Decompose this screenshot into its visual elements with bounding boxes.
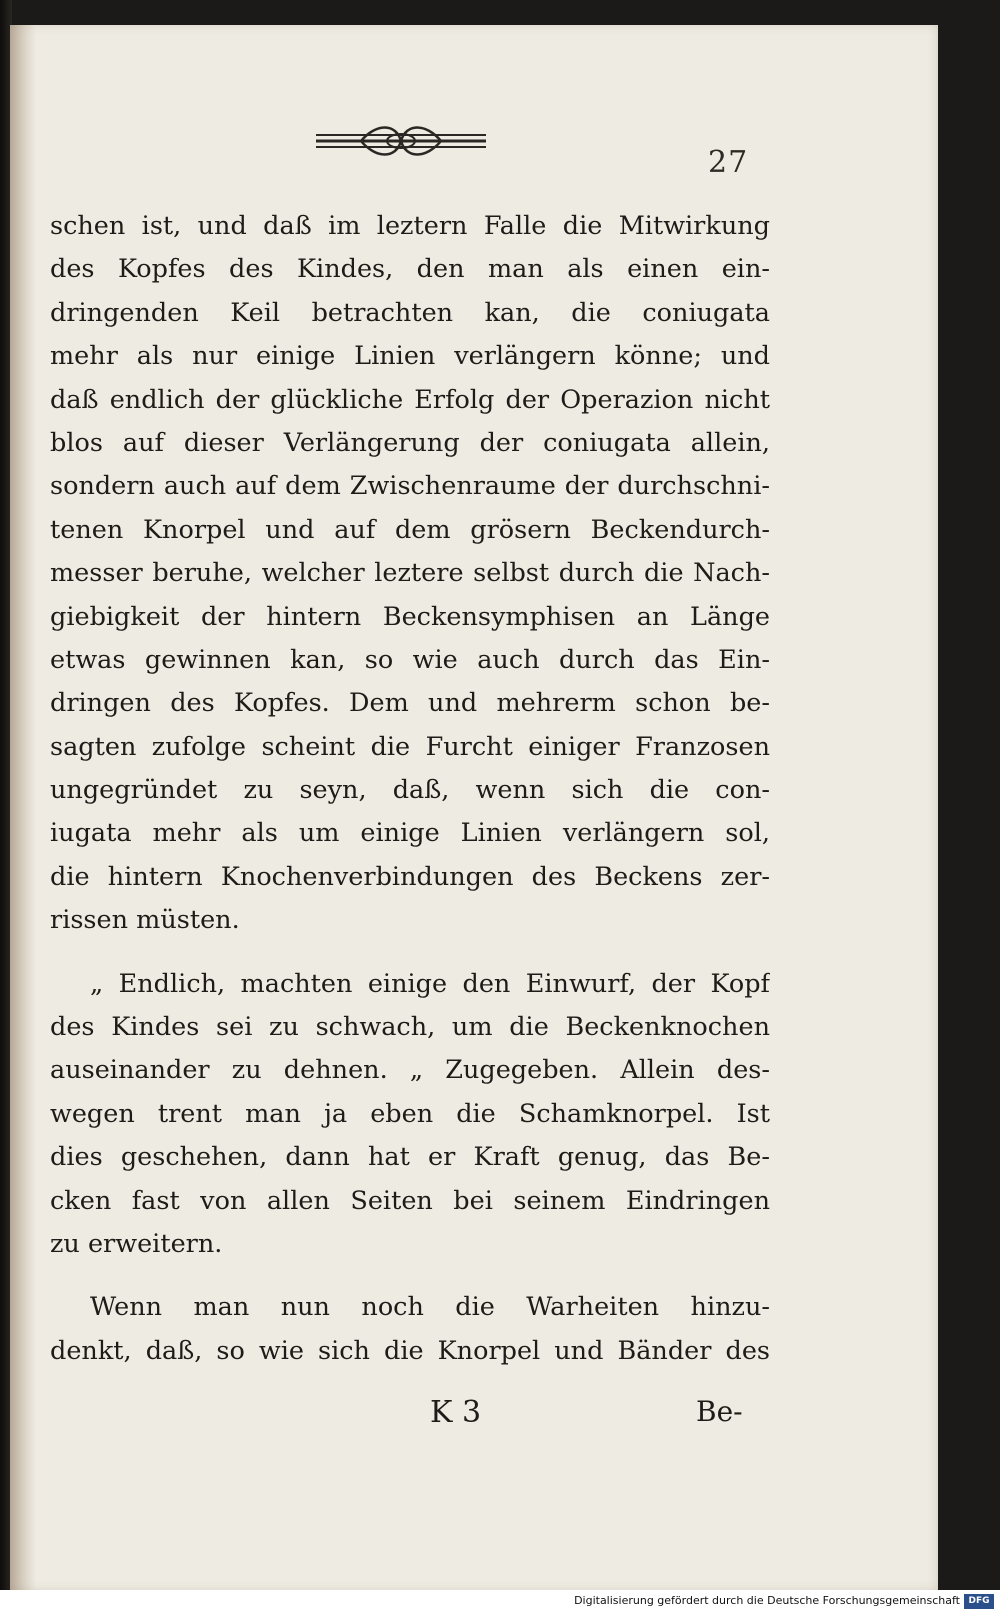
text-line: giebigkeit der hintern Beckensymphisen an Länge — [50, 601, 770, 632]
paragraph-gap — [50, 1266, 770, 1286]
page-number: 27 — [708, 145, 749, 180]
text-line: ungegründet zu seyn, daß, wenn sich die con- — [50, 775, 770, 806]
signature-mark: K 3 — [430, 1395, 482, 1430]
text-line: auseinander zu dehnen. „ Zugegeben. Allein des- — [50, 1055, 770, 1086]
text-line: cken fast von allen Seiten bei seinem Eindringen — [50, 1185, 770, 1216]
text-line: rissen müsten. — [50, 905, 240, 936]
text-line: dringenden Keil betrachten kan, die coniugata — [50, 297, 770, 328]
page-edge-stain — [10, 25, 36, 1590]
decorative-knot-rule-icon — [316, 121, 486, 161]
catchword: Be- — [696, 1395, 743, 1428]
digitization-footer — [0, 1590, 1000, 1614]
text-line: daß endlich der glückliche Erfolg der Operazion nicht — [50, 384, 770, 415]
text-line: iugata mehr als um einige Linien verlängern sol, — [50, 818, 770, 849]
text-line: schen ist, und daß im leztern Falle die Mitwirkung — [50, 211, 770, 241]
text-line: des Kopfes des Kindes, den man als einen ein- — [50, 254, 770, 285]
text-line: sagten zufolge scheint die Furcht einiger Franzosen — [50, 731, 770, 762]
book-page — [10, 25, 938, 1590]
text-line: „ Endlich, machten einige den Einwurf, der Kopf — [90, 968, 770, 999]
text-line: blos auf dieser Verlängerung der coniugata allein, — [50, 427, 770, 458]
text-line: wegen trent man ja eben die Schamknorpel. Ist — [50, 1098, 770, 1129]
text-line: etwas gewinnen kan, so wie auch durch das Ein- — [50, 644, 770, 675]
text-line: die hintern Knochenverbindungen des Beckens zer- — [50, 861, 770, 892]
text-line: dringen des Kopfes. Dem und mehrerm schon be- — [50, 688, 770, 719]
paragraph — [50, 205, 770, 943]
text-line: tenen Knorpel und auf dem grösern Beckendurch- — [50, 514, 770, 545]
text-line: mehr als nur einige Linien verlängern könne; und — [50, 341, 770, 372]
text-line: des Kindes sei zu schwach, um die Beckenknochen — [50, 1012, 770, 1043]
text-line: messer beruhe, welcher leztere selbst durch die Nach- — [50, 558, 770, 589]
text-line: Wenn man nun noch die Warheiten hinzu- — [90, 1292, 770, 1323]
text-line: zu erweitern. — [50, 1228, 223, 1259]
funding-credit: Digitalisierung gefördert durch die Deutsche Forschungsgemeinschaft — [574, 1594, 960, 1607]
paragraph-gap — [50, 943, 770, 963]
paragraph — [50, 1286, 770, 1373]
body-text — [50, 205, 770, 1373]
text-line: dies geschehen, dann hat er Kraft genug, das Be- — [50, 1142, 770, 1173]
text-line: sondern auch auf dem Zwischenraume der durchschni- — [50, 471, 770, 502]
dfg-logo-icon: DFG — [964, 1594, 994, 1609]
text-line: denkt, daß, so wie sich die Knorpel und Bänder des — [50, 1335, 770, 1366]
paragraph — [50, 963, 770, 1267]
